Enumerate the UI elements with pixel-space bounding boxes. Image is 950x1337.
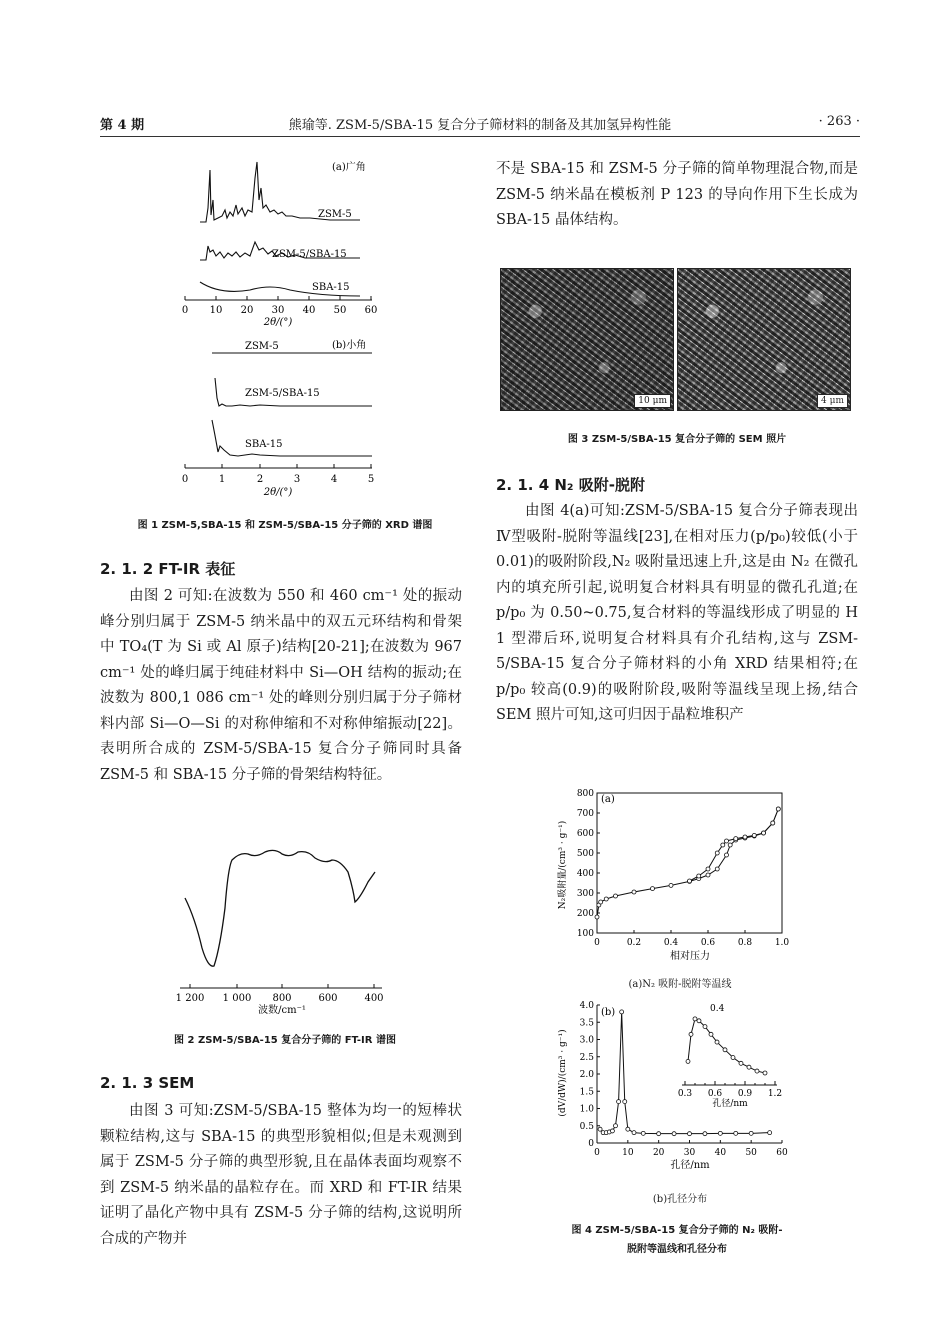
fig4b-xtick: 50 <box>745 1148 757 1158</box>
fig4b-pore-chart <box>545 993 805 1173</box>
fig4a-ytick: 800 <box>576 789 594 799</box>
fig4b-ytick: 1.0 <box>579 1104 594 1115</box>
fig4-caption-line1: 图 4 ZSM-5/SBA-15 复合分子筛的 N₂ 吸附- <box>571 1225 783 1236</box>
fig4b-inset-series0-line <box>688 1019 765 1073</box>
fig4b-ytick: 1.5 <box>579 1087 594 1098</box>
sec213-body <box>100 1099 462 1252</box>
fig4-caption-line2: 脱附等温线和孔径分布 <box>627 1244 727 1255</box>
fig4a-series1-point <box>688 879 692 883</box>
fig2-ftir-chart <box>170 838 390 1028</box>
fig2-caption: 图 2 ZSM-5/SBA-15 复合分子筛的 FT-IR 谱图 <box>174 1035 396 1046</box>
fig4b-inset-series0-point <box>739 1061 743 1065</box>
fig4a-series1-point <box>743 835 747 839</box>
fig4b-inset-xtick: 0.3 <box>677 1089 693 1099</box>
fig4b-series0-point <box>688 1132 692 1136</box>
fig1-xtick-b: 5 <box>367 474 375 485</box>
fig4a-ytick: 400 <box>576 869 594 879</box>
fig3-scale-right: 4 μm <box>817 394 848 408</box>
fig1-label-a-sba15: SBA-15 <box>312 282 350 293</box>
fig4b-inset-series0-point <box>755 1069 759 1073</box>
fig4a-series1-point <box>725 839 729 843</box>
fig4b-ytick: 0 <box>588 1139 594 1149</box>
fig4b-ylabel: (dV/dW)/(cm³ · g⁻¹) <box>558 1029 568 1117</box>
fig4a-series0-point <box>632 890 636 894</box>
fig4b-inset-series0-point <box>689 1032 693 1036</box>
fig4a-series1-point <box>771 821 775 825</box>
fig4a-series0-line <box>597 809 778 917</box>
fig2-xtick: 1 200 <box>175 993 205 1004</box>
fig4a-ytick: 700 <box>576 809 594 819</box>
fig1-xtick-b: 2 <box>256 474 264 485</box>
fig2-xtick: 800 <box>272 993 292 1004</box>
fig4a-series0-point <box>725 853 729 857</box>
running-title: 熊瑜等. ZSM-5/SBA-15 复合分子筛材料的制备及其加氢异构性能 <box>288 118 672 133</box>
sec213-title: 2. 1. 3 SEM <box>100 1074 195 1092</box>
fig4a-xtick: 0.6 <box>700 938 716 948</box>
fig1-xtick-a: 20 <box>240 305 254 316</box>
fig4b-series0-point <box>610 1129 614 1133</box>
fig4a-series1-point <box>715 851 719 855</box>
fig4a-ytick: 600 <box>576 829 594 839</box>
fig4a-series1-line <box>690 809 779 881</box>
fig4b-inset-peak: 0.4 <box>710 1004 725 1014</box>
fig1-xtick-b: 3 <box>293 474 301 485</box>
fig1-caption: 图 1 ZSM-5,SBA-15 和 ZSM-5/SBA-15 分子筛的 XRD 谱图 <box>137 520 433 531</box>
sec212-title: 2. 1. 2 FT-IR 表征 <box>100 560 236 578</box>
fig1-label-b-sba15: SBA-15 <box>245 439 283 450</box>
fig4b-series0-point <box>623 1100 627 1104</box>
fig4a-series0-point <box>651 887 655 891</box>
fig4a-xlabel: 相对压力 <box>670 951 710 962</box>
fig2-xtick: 400 <box>364 993 384 1004</box>
fig4b-series0-point <box>598 1127 602 1131</box>
fig1-xtick-a: 40 <box>302 305 316 316</box>
fig1-xtick-a: 60 <box>364 305 378 316</box>
fig4a-series0-point <box>669 883 673 887</box>
fig1-xrd-chart <box>160 150 400 505</box>
right-top-body <box>496 157 858 234</box>
fig4b-series0-point <box>749 1131 753 1135</box>
fig4b-inset-series0-point <box>723 1048 727 1052</box>
fig4b-panel: (b) <box>601 1007 616 1018</box>
fig4b-ytick: 2.5 <box>579 1052 594 1063</box>
fig1-xtick-a: 30 <box>271 305 285 316</box>
fig3-sem-image-right <box>677 268 851 411</box>
fig1-trace-b-sba15 <box>212 420 372 456</box>
fig1-label-a-composite: ZSM-5/SBA-15 <box>272 249 347 260</box>
fig1-label-b-composite: ZSM-5/SBA-15 <box>245 388 320 399</box>
fig1-xtick-a: 50 <box>333 305 347 316</box>
fig4a-subcaption: (a)N₂ 吸附-脱附等温线 <box>628 979 732 990</box>
fig4b-series0-point <box>617 1100 621 1104</box>
sec212-paragraph: 由图 2 可知:在波数为 550 和 460 cm⁻¹ 处的振动峰分别归属于 ZSM-5 纳米晶中的双五元环结构和骨架中 TO₄(T 为 Si 或 Al 原子)结构[20-21];在波数为 967 cm⁻¹ 处的峰归属于纯硅材料中 Si—OH 结构的振动;在波数为 800,1 086 cm⁻¹ 处的峰则分别归属于分子筛材料内部 Si—O—Si 的对称伸缩和不对称伸缩振动[22]。表明所合成的 ZSM-5/SBA-15 复合分子筛同时具备 ZSM-5 和 SBA-15 分子筛的骨架结构特征。 <box>100 588 462 783</box>
fig4b-xtick: 40 <box>714 1148 727 1158</box>
fig4b-series0-point <box>703 1132 707 1136</box>
fig2-xtick: 600 <box>318 993 338 1004</box>
fig4b-xtick: 20 <box>652 1148 665 1158</box>
running-header <box>100 108 860 134</box>
fig1-xlabel-b: 2θ/(°) <box>263 487 293 498</box>
fig4a-series1-point <box>776 807 780 811</box>
fig4b-inset-series0-point <box>686 1059 690 1063</box>
fig4b-inset-series0-point <box>763 1071 767 1075</box>
fig4a-xtick: 0 <box>594 938 600 948</box>
fig4b-series0-point <box>632 1131 636 1135</box>
fig4b-inset-xlabel: 孔径/nm <box>712 1099 748 1109</box>
fig2-xtick: 1 000 <box>222 993 252 1004</box>
fig4a-series1-point <box>697 874 701 878</box>
fig4a-xtick: 0.2 <box>626 938 642 948</box>
fig4b-subcaption: (b)孔径分布 <box>652 1194 708 1205</box>
header-rule <box>100 136 860 137</box>
fig4a-series1-point <box>706 867 710 871</box>
fig4b-inset-xtick: 1.2 <box>767 1089 783 1099</box>
fig4a-series1-point <box>762 831 766 835</box>
fig4b-xtick: 60 <box>776 1148 788 1158</box>
fig4b-series0-point <box>672 1132 676 1136</box>
fig4b-series0-point <box>734 1131 738 1135</box>
fig4a-ytick: 500 <box>576 849 594 859</box>
fig4a-series0-point <box>614 894 618 898</box>
fig1-label-b-zsm5: ZSM-5 <box>245 341 279 352</box>
fig4a-series1-point <box>752 833 756 837</box>
fig4b-series0-line <box>600 1012 770 1134</box>
fig4a-ytick: 300 <box>576 889 594 899</box>
fig4b-series0-point <box>718 1131 722 1135</box>
fig4a-ytick: 100 <box>576 929 594 939</box>
fig4a-ytick: 200 <box>576 909 594 919</box>
fig1-xlabel-a: 2θ/(°) <box>263 317 293 328</box>
fig4a-series0-point <box>706 873 710 877</box>
fig4b-xtick: 10 <box>622 1148 634 1158</box>
page-number: · 263 · <box>818 114 860 129</box>
fig4b-inset-xtick: 0.9 <box>737 1089 753 1099</box>
fig4a-series0-point <box>715 867 719 871</box>
fig1-panel-b: (b)小角 <box>332 340 367 351</box>
fig4b-series0-point <box>626 1127 630 1131</box>
fig4a-xtick: 0.8 <box>737 938 753 948</box>
fig4b-inset-xtick: 0.6 <box>707 1089 723 1099</box>
fig1-label-a-zsm5: ZSM-5 <box>318 209 352 220</box>
fig4a-series1-point <box>734 837 738 841</box>
fig3-caption: 图 3 ZSM-5/SBA-15 复合分子筛的 SEM 照片 <box>567 434 787 445</box>
fig4b-ytick: 3.0 <box>579 1035 594 1046</box>
fig4a-series0-point <box>604 897 608 901</box>
fig4b-series0-point <box>620 1010 624 1014</box>
fig4a-isotherm-chart <box>545 785 805 970</box>
fig4b-inset-series0-point <box>697 1019 701 1023</box>
fig4b-xtick: 30 <box>683 1148 696 1158</box>
right-top-paragraph: 不是 SBA-15 和 ZSM-5 分子筛的简单物理混合物,而是 ZSM-5 纳米晶在模板剂 P 123 的导向作用下生长成为 SBA-15 晶体结构。 <box>496 161 858 228</box>
fig2-xlabel: 波数/cm⁻¹ <box>258 1005 306 1016</box>
fig4a-xtick: 1.0 <box>774 938 790 948</box>
fig1-xtick-b: 1 <box>218 474 226 485</box>
sec214-paragraph: 由图 4(a)可知:ZSM-5/SBA-15 复合分子筛表现出Ⅳ型吸附-脱附等温线[23],在相对压力(p/p₀)较低(小于 0.01)的吸附阶段,N₂ 吸附量迅速上升,这是由 N₂ 在微孔内的填充所引起,说明复合材料具有明显的微孔孔道;在 p/p₀ 为 0.50~0.75,复合材料的等温线形成了明显的 H 1 型滞后环,说明复合材料具有介孔结构,这与 ZSM-5/SBA-15 复合分子筛材料的小角 XRD 结果相符;在 p/p₀ 较高(0.9)的吸附阶段,吸附等温线呈现上扬,结合 SEM 照片可知,这可归因于晶粒堆积产 <box>496 503 858 723</box>
fig4b-xtick: 0 <box>594 1148 600 1158</box>
fig4b-inset-series0-point <box>703 1025 707 1029</box>
fig4b-series0-point <box>768 1131 772 1135</box>
fig4a-panel: (a) <box>601 794 615 805</box>
sec212-body <box>100 584 462 788</box>
fig4a-xtick: 0.4 <box>663 938 679 948</box>
fig4a-series0-point <box>599 900 603 904</box>
fig4b-inset-series0-point <box>693 1017 697 1021</box>
fig4b-series0-point <box>614 1124 618 1128</box>
fig3-scale-left: 10 μm <box>634 394 671 408</box>
fig4a-ylabel: N₂吸附量/(cm³ · g⁻¹) <box>558 820 568 910</box>
fig4b-ytick: 0.5 <box>579 1121 594 1132</box>
fig3-sem-image-left <box>500 268 674 411</box>
sec214-body <box>496 499 858 729</box>
fig4b-ytick: 3.5 <box>579 1018 594 1029</box>
fig4b-ytick: 2.0 <box>579 1070 594 1080</box>
fig4b-ytick: 4.0 <box>579 1001 594 1011</box>
fig4b-inset-series0-point <box>731 1056 735 1060</box>
fig4a-series1-point <box>721 843 725 847</box>
fig4b-series0-point <box>641 1131 645 1135</box>
fig1-xtick-b: 0 <box>181 474 189 485</box>
fig1-xtick-a: 10 <box>209 305 223 316</box>
fig4a-series0-point <box>595 915 599 919</box>
fig4b-xlabel: 孔径/nm <box>670 1160 710 1171</box>
sec213-paragraph: 由图 3 可知:ZSM-5/SBA-15 整体为均一的短棒状颗粒结构,这与 SBA-15 的典型形貌相似;但是未观测到属于 ZSM-5 分子筛的典型形貌,且在晶体表面均观察不到 ZSM-5 纳米晶的晶粒存在。而 XRD 和 FT-IR 结果证明了晶化产物中具有 ZSM-5 分子筛的结构,这说明所合成的产物并 <box>100 1103 462 1247</box>
fig1-panel-a: (a)广角 <box>332 162 366 173</box>
fig4b-inset-series0-point <box>709 1032 713 1036</box>
issue-number: 第 4 期 <box>100 118 145 133</box>
fig4b-inset-series0-point <box>715 1040 719 1044</box>
sec214-title: 2. 1. 4 N₂ 吸附-脱附 <box>496 476 645 494</box>
fig4b-series0-point <box>657 1132 661 1136</box>
fig2-trace <box>185 850 375 966</box>
fig4b-inset-series0-point <box>747 1065 751 1069</box>
fig4a-series0-point <box>728 843 732 847</box>
fig1-xtick-b: 4 <box>330 474 338 485</box>
fig1-xtick-a: 0 <box>181 305 189 316</box>
